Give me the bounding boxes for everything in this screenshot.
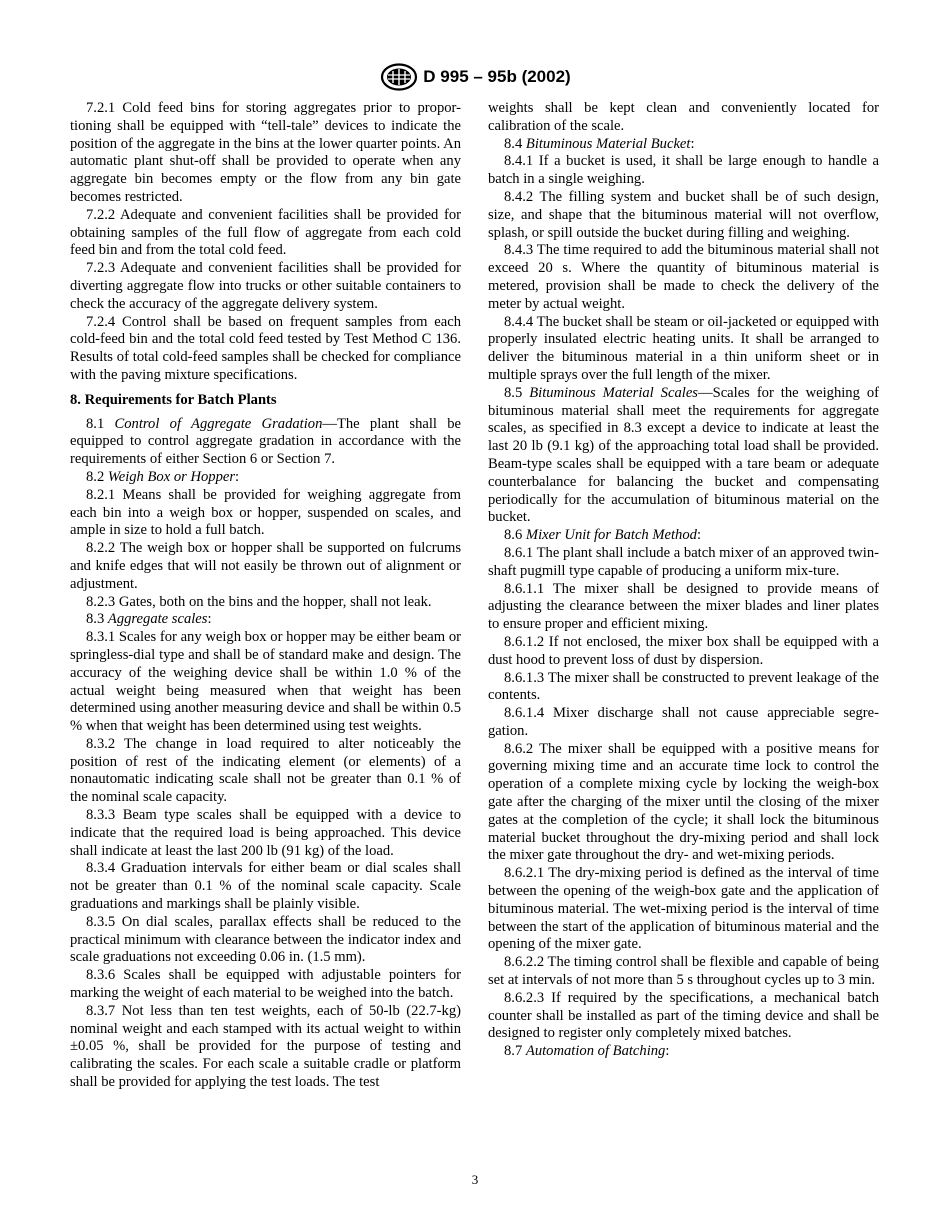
paragraph-7-2-3: 7.2.3 Adequate and convenient facilities shall be provided for diverting aggregate flow into trucks or other suitable containers to check the accuracy of the aggregate delivery system. (70, 260, 461, 312)
paragraph-8-7-title: Automation of Batching (525, 1043, 666, 1060)
paragraph-8-3-7: 8.3.7 Not less than ten test weights, each of 50-lb (22.7-kg) nominal weight and each stamped with its actual weight to within ±0.05 %, shall be provided for the purpose of testing and calibrating the scales. For each scale a suitable cradle or platform shall be provided for applying the test loads. The test (70, 1002, 461, 1091)
paragraph-8-6-2: 8.6.2 The mixer shall be equipped with a positive means for governing mixing time and an accurate time lock to control the operation of a complete mixing cycle by locking the weigh-box gate after the charging of the mixer until the closing of the mixer gates at the completion of the cycle; it shall lock the bituminous material bucket throughout the dry-mixing period and shall lock the mixer gate throughout the dry- and wet-mixing periods. (488, 740, 879, 864)
paragraph-8-2-number: 8.2 (86, 468, 105, 485)
paragraph-8-6-2-3: 8.6.2.3 If required by the specifications, a mechanical batch counter shall be installed as part of the timing device and shall be designed to register only completely mixed batches. (488, 989, 879, 1042)
paragraph-8-3-5: 8.3.5 On dial scales, parallax effects shall be reduced to the practical minimum with clearance between the indicator index and scale graduations not exceeding 0.06 in. (1.5 mm). (70, 913, 461, 966)
paragraph-8-1-text: —The plant shall be equipped to control aggregate gradation in accordance with the requirements of either Section 6 or Section 7. (70, 415, 461, 468)
paragraph-8-2: 8.2 Weigh Box or Hopper: (86, 468, 240, 485)
paragraph-8-2-1: 8.2.1 Means shall be provided for weighing aggregate from each bin into a weigh box or hopper, suspended on scales, and ample in size to hold a full batch. (70, 486, 461, 539)
paragraph-8-3-7-continued: weights shall be kept clean and conveniently located for calibration of the scale. (488, 100, 879, 134)
paragraph-8-4-4: 8.4.4 The bucket shall be steam or oil-jacketed or equipped with properly insulated electric heating units. It shall be arranged to deliver the bituminous material in a thin uniform sheet or in multiple sprays over the full length of the mixer. (488, 313, 880, 383)
left-column (70, 100, 461, 1092)
paragraph-8-3-2: 8.3.2 The change in load required to alter noticeably the position of rest of the indicating element (or elements) of a nonautomatic indicating scale shall not be greater than 0.1 % of the nominal scale capacity. (70, 735, 461, 806)
astm-logo-icon (379, 62, 419, 92)
paragraph-8-7-number: 8.7 (504, 1043, 523, 1060)
paragraph-8-3-1: 8.3.1 Scales for any weigh box or hopper may be either beam or springless-dial type and shall be of standard make and design. The accuracy of the weighing device shall be within 1.0 % of the actual weight being measured when that weight has been determined using another measuring device and shall be within 0.5 % when that weight has been determined using test weights. (70, 629, 461, 735)
paragraph-8-3-6: 8.3.6 Scales shall be equipped with adjustable pointers for marking the weight of each material to be weighed into the batch. (70, 967, 461, 1002)
paragraph-8-4-number: 8.4 (504, 135, 523, 152)
paragraph-8-4-2: 8.4.2 The filling system and bucket shall be of such design, size, and shape that the bituminous material will not overflow, splash, or spill outside the bucket during filling and weighing. (488, 188, 879, 241)
paragraph-8-1 (70, 416, 461, 469)
standard-designation: D 995 – 95b (2002) (423, 67, 571, 86)
paragraph-8-3: 8.3 Aggregate scales: (86, 611, 212, 628)
paragraph-8-3-3: 8.3.3 Beam type scales shall be equipped with a device to indicate that the required load is being approached. This device shall indicate at least the last 200 lb (91 kg) of the load. (70, 807, 461, 859)
paragraph-8-7: 8.7 Automation of Batching: (504, 1043, 670, 1060)
paragraph-8-5-title: Bituminous Material Scales (529, 384, 698, 401)
paragraph-7-2-4: 7.2.4 Control shall be based on frequent samples from each cold-feed bin and the total cold feed tested by Test Method C 136. Results of total cold-feed samples shall be checked for compliance with the paving mixture specifications. (70, 313, 461, 383)
paragraph-8-3-number: 8.3 (86, 611, 105, 628)
paragraph-8-3-title: Aggregate scales (107, 611, 208, 628)
paragraph-8-4-3: 8.4.3 The time required to add the bituminous material shall not exceed 20 s. Where the quantity of bituminous material is metered, provision shall be made to check the delivery of the meter by actual weight. (488, 242, 879, 312)
paragraph-8-2-title: Weigh Box or Hopper (107, 468, 236, 485)
paragraph-8-3-4: 8.3.4 Graduation intervals for either beam or dial scales shall not be greater than 0.1 % of the nominal scale capacity. Scale graduations and markings shall be plainly visible. (70, 860, 461, 913)
paragraph-8-1-title: Control of Aggregate Gradation (114, 415, 323, 432)
paragraph-8-2-2: 8.2.2 The weigh box or hopper shall be supported on fulcrums and knife edges that will not easily be thrown out of alignment or adjustment. (70, 540, 461, 592)
paragraph-8-6-1: 8.6.1 The plant shall include a batch mixer of an approved twin-shaft pugmill type capable of producing a uniform mix-ture. (488, 544, 879, 579)
paragraph-8-5-number: 8.5 (504, 384, 523, 401)
page-header (0, 62, 950, 92)
page-number: 3 (471, 1172, 479, 1187)
paragraph-8-6-1-2: 8.6.1.2 If not enclosed, the mixer box shall be equipped with a dust hood to prevent loss of dust by dispersion. (488, 633, 879, 668)
paragraph-8-4: 8.4 Bituminous Material Bucket: (504, 135, 695, 152)
paragraph-8-6-title: Mixer Unit for Batch Method (525, 527, 697, 544)
paragraph-8-6-1-3: 8.6.1.3 The mixer shall be constructed to prevent leakage of the contents. (488, 669, 879, 704)
paragraph-8-6-number: 8.6 (504, 527, 523, 544)
paragraph-8-2-3: 8.2.3 Gates, both on the bins and the hopper, shall not leak. (86, 593, 432, 610)
paragraph-8-6-2-1: 8.6.2.1 The dry-mixing period is defined as the interval of time between the opening of the weigh-box gate and the application of bituminous material. The wet-mixing period is the interval of time between the start of the application of bituminous material and the opening of the mixer gate. (488, 865, 879, 953)
paragraph-8-6-1-1: 8.6.1.1 The mixer shall be designed to provide means of adjusting the clearance between the mixer blades and liner plates to ensure proper and efficient mixing. (488, 580, 879, 633)
paragraph-8-4-title: Bituminous Material Bucket (525, 135, 691, 152)
paragraph-8-6: 8.6 Mixer Unit for Batch Method: (504, 527, 702, 544)
paragraph-8-5-text: —Scales for the weighing of bituminous material shall meet the requirements for aggregate scales, as specified in 8.3 except a device to indicate at least the last 20 lb (9.1 kg) of the approaching total load shall be provided. Beam-type scales shall be equipped with a tare beam or adequate counterbalance for balancing the bucket and compensating periodically for the accumulation of bituminous material on the bucket. (488, 384, 880, 526)
paragraph-8-6-1-4: 8.6.1.4 Mixer discharge shall not cause appreciable segre-gation. (488, 705, 879, 739)
paragraph-7-2-1: 7.2.1 Cold feed bins for storing aggregates prior to propor-tioning shall be equipped with “tell-tale” devices to indicate the position of the aggregate in the bins at the lower quarter points. An automatic plant shut-off shall be provided to operate when any aggregate bin becomes empty or the flow from any bin gate becomes restricted. (70, 100, 461, 205)
paragraph-8-4-1: 8.4.1 If a bucket is used, it shall be large enough to handle a batch in a single weighing. (488, 153, 879, 188)
right-column (488, 100, 879, 1061)
paragraph-7-2-2: 7.2.2 Adequate and convenient facilities shall be provided for obtaining samples of the full flow of aggregate from each cold feed bin and from the total cold feed. (70, 206, 461, 259)
paragraph-8-1-number: 8.1 (86, 415, 105, 432)
section-8-heading: 8. Requirements for Batch Plants (70, 391, 277, 408)
paragraph-8-6-2-2: 8.6.2.2 The timing control shall be flexible and capable of being set at intervals of not more than 5 s throughout cycles up to 3 min. (488, 954, 879, 989)
paragraph-8-5 (488, 385, 879, 527)
